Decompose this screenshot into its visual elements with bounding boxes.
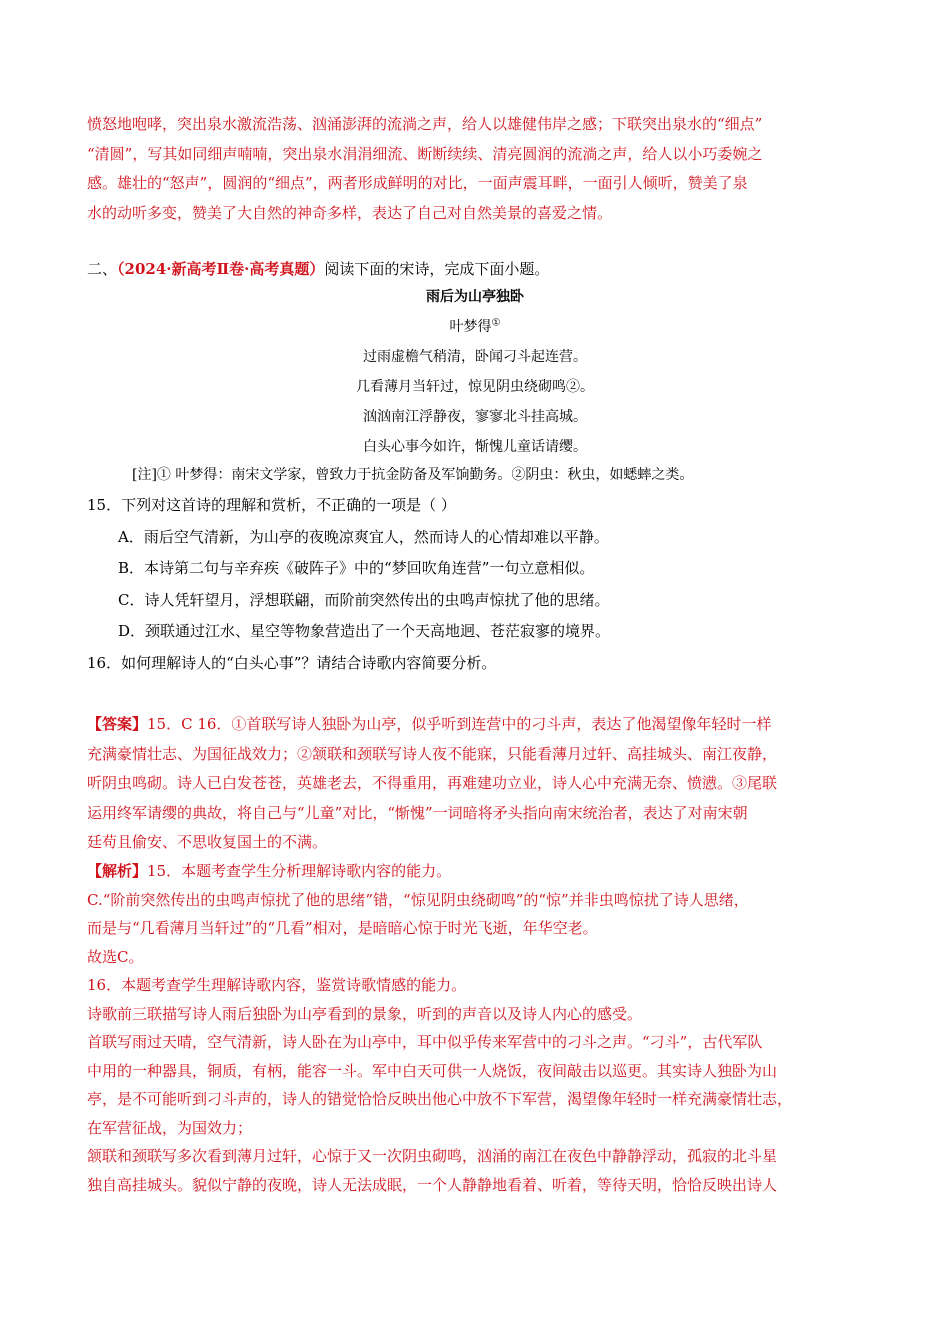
text-line: 廷苟且偷安、不思收复国土的不满。	[87, 833, 328, 851]
section-instruction: 阅读下面的宋诗，完成下面小题。	[324, 260, 550, 278]
analysis-label: 【解析】	[87, 862, 148, 880]
poem-line: 白头心事今如许，惭愧儿童话请缨。	[363, 439, 587, 455]
previous-analysis	[87, 110, 877, 228]
text-line: C.“阶前突然传出的虫鸣声惊扰了他的思绪”错，“惊见阴虫绕砌鸣”的“惊”并非虫鸣惊扰了诗人思绪，	[87, 890, 749, 909]
answer-label: 【答案】	[87, 715, 148, 733]
question-16-stem: 16．如何理解诗人的“白头心事”？请结合诗歌内容简要分析。	[87, 654, 497, 672]
answer-text: 15．C 16．①首联写诗人独卧为山亭，似乎听到连营中的刁斗声，表达了他渴望像年轻时一样	[147, 715, 772, 733]
text-line: 诗歌前三联描写诗人雨后独卧为山亭看到的景象，听到的声音以及诗人内心的感受。	[87, 1004, 643, 1023]
question-15-option-d: D．颈联通过江水、星空等物象营造出了一个天高地迥、苍茫寂寥的境界。	[118, 622, 611, 640]
section-source: （2024·新高考Ⅱ卷·高考真题）	[117, 260, 325, 278]
text-line: 运用终军请缨的典故，将自己与“儿童”对比，“惭愧”一词暗将矛头指向南宋统治者，表达了对南宋朝	[87, 803, 748, 822]
section-number: 二、	[87, 260, 118, 278]
text-line: 充满豪情壮志、为国征战效力；②颔联和颈联写诗人夜不能寐，只能看薄月过轩、高挂城头、南江夜静，	[87, 744, 778, 763]
poem-title: 雨后为山亭独卧	[426, 289, 524, 305]
poem-line: 汹汹南江浮静夜，寥寥北斗挂高城。	[363, 409, 587, 425]
poem-line: 过雨虚檐气稍清，卧闻刁斗起连营。	[363, 349, 587, 365]
text-line: 愤怒地咆哮，突出泉水激流浩荡、汹涌澎湃的流淌之声，给人以雄健伟岸之感；下联突出泉水的“细点”	[87, 115, 763, 133]
text-line: 感。雄壮的“怒声”，圆润的“细点”，两者形成鲜明的对比，一面声震耳畔，一面引人倾听，赞美了泉	[87, 174, 748, 192]
text-line: 独自高挂城头。貌似宁静的夜晚，诗人无法成眠，一个人静静地看着、听着，等待天明，恰恰反映出诗人	[87, 1175, 778, 1194]
question-15-option-b: B．本诗第二句与辛弃疾《破阵子》中的“梦回吹角连营”一句立意相似。	[118, 559, 595, 577]
answer-block	[87, 710, 877, 858]
poem-line: 几看薄月当轩过，惊见阴虫绕砌鸣②。	[356, 379, 594, 395]
poem-author	[0, 316, 950, 336]
poem-author-name: 叶梦得	[449, 319, 492, 335]
text-line: “清圆”，写其如同细声喃喃，突出泉水涓涓细流、断断续续、清亮圆润的流淌之声，给人以小巧委婉之	[87, 144, 763, 163]
text-line: 而是与“几看薄月当轩过”的“几看”相对，是暗暗心惊于时光飞逝，年华空老。	[87, 919, 598, 937]
poem-author-note: ①	[491, 317, 501, 329]
text-line	[87, 857, 877, 886]
text-line: 在军营征战，为国效力；	[87, 1118, 253, 1137]
text-line: 故选C。	[87, 947, 144, 966]
text-line: 水的动听多变，赞美了大自然的神奇多样，表达了自己对自然美景的喜爱之情。	[87, 203, 613, 222]
question-15-option-a: A．雨后空气清新，为山亭的夜晚凉爽宜人，然而诗人的心情却难以平静。	[118, 528, 609, 546]
text-line: 听阴虫鸣砌。诗人已白发苍苍，英雄老去，不得重用，再难建功立业，诗人心中充满无奈、愤懑。③尾联	[87, 774, 778, 792]
text-line: 16．本题考查学生理解诗歌内容，鉴赏诗歌情感的能力。	[87, 976, 467, 994]
text-line: 首联写雨过天晴，空气清新，诗人卧在为山亭中，耳中似乎传来军营中的刁斗之声。“刁斗”，古代军队	[87, 1033, 763, 1051]
text-line: 亭，是不可能听到刁斗声的，诗人的错觉恰恰反映出他心中放不下军营，渴望像年轻时一样充满豪情壮志，	[87, 1090, 793, 1108]
analysis-block	[87, 857, 877, 1199]
analysis-first: 15．本题考查学生分析理解诗歌内容的能力。	[147, 862, 452, 880]
question-15-stem: 15．下列对这首诗的理解和赏析，不正确的一项是（ ）	[87, 496, 456, 514]
text-line: 颔联和颈联写多次看到薄月过轩，心惊于又一次阴虫砌鸣，汹涌的南江在夜色中静静浮动，孤寂的北斗星	[87, 1147, 778, 1165]
text-line: 中用的一种器具，铜质，有柄，能容一斗。军中白天可供一人烧饭，夜间敲击以巡更。其实诗人独卧为山	[87, 1061, 778, 1080]
section-heading	[87, 256, 549, 282]
question-15-option-c: C．诗人凭轩望月，浮想联翩，而阶前突然传出的虫鸣声惊扰了他的思绪。	[118, 591, 610, 609]
poem-footnote: [注]① 叶梦得：南宋文学家，曾致力于抗金防备及军饷勤务。②阴虫：秋虫，如蟋蟀之类。	[132, 467, 694, 483]
text-line	[87, 710, 877, 740]
